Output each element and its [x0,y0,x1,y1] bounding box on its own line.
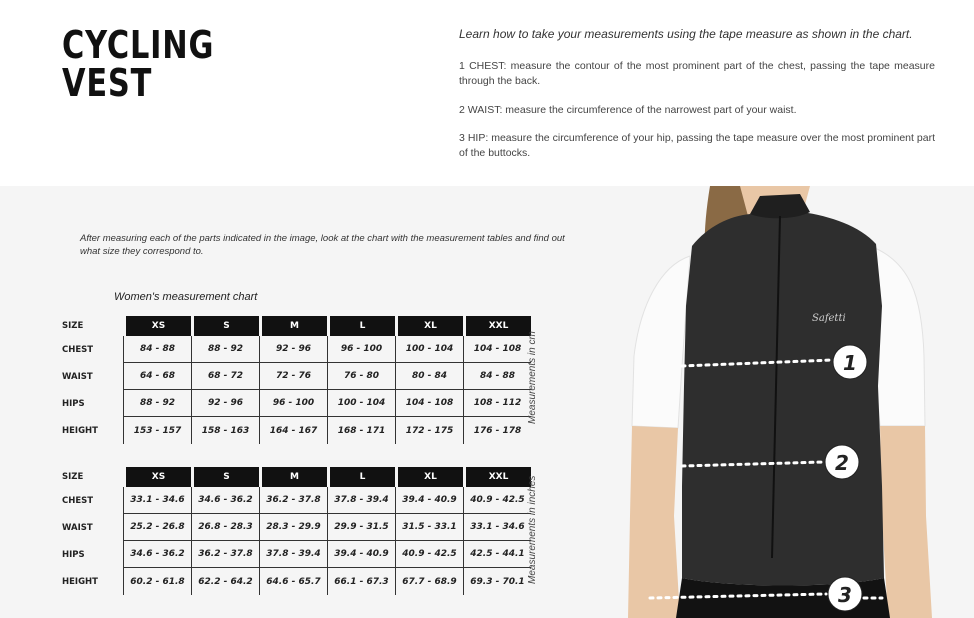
table-cell: 64 - 68 [123,363,191,390]
table-cell: 33.1 - 34.6 [463,514,531,541]
table-cell: 26.8 - 28.3 [191,514,259,541]
row-label: HIPS [62,549,85,560]
table-cell: 25.2 - 26.8 [123,514,191,541]
table-cell: 104 - 108 [463,336,531,363]
table-cell: 29.9 - 31.5 [327,514,395,541]
table-cell: 64.6 - 65.7 [259,568,327,595]
size-xs: XS [123,467,191,487]
table-cell: 84 - 88 [463,363,531,390]
step-waist: 2 WAIST: measure the circumference of the narrowest part of your waist. [459,104,797,116]
units-label-cm: Measurements in cm [527,331,538,424]
row-label: CHEST [62,495,94,506]
table-cell: 100 - 104 [395,336,463,363]
marker-1 [833,345,867,379]
table-row-waist [52,363,531,390]
units-label-inches: Measurements in inches [527,475,538,584]
vest-shape [682,212,884,586]
size-label: SIZE [62,472,84,482]
table-cell: 88 - 92 [123,390,191,417]
size-m: M [259,467,327,487]
table-cell: 168 - 171 [327,417,395,444]
table-cell: 39.4 - 40.9 [327,541,395,568]
left-arm-shape [628,426,680,618]
table-cell: 37.8 - 39.4 [259,541,327,568]
table-cell: 36.2 - 37.8 [259,487,327,514]
size-l: L [327,467,395,487]
step-hip: 3 HIP: measure the circumference of your hip, passing the tape measure over the most prominent part of the buttocks. [459,132,935,159]
table-cell: 34.6 - 36.2 [123,541,191,568]
table-cell: 69.3 - 70.1 [463,568,531,595]
table-row-hips [52,390,531,417]
table-cell: 158 - 163 [191,417,259,444]
table-cell: 84 - 88 [123,336,191,363]
row-label: WAIST [62,371,93,382]
table-row-waist [52,514,531,541]
marker-1-label: 1 [843,351,857,375]
table-cell: 42.5 - 44.1 [463,541,531,568]
size-header-row [52,467,531,487]
table-cell: 37.8 - 39.4 [327,487,395,514]
vest-model-photo [620,186,974,618]
size-xl: XL [395,467,463,487]
size-label: SIZE [62,321,84,331]
table-cell: 96 - 100 [259,390,327,417]
table-cell: 36.2 - 37.8 [191,541,259,568]
table-cell: 72 - 76 [259,363,327,390]
table-row-hips [52,541,531,568]
table-row-chest [52,336,531,363]
size-header-row [52,316,531,336]
table-cell: 34.6 - 36.2 [191,487,259,514]
chart-title: Women's measurement chart [114,291,258,303]
table-cell: 67.7 - 68.9 [395,568,463,595]
table-cell: 100 - 104 [327,390,395,417]
table-cell: 172 - 175 [395,417,463,444]
page-title [62,23,215,105]
table-cell: 108 - 112 [463,390,531,417]
right-arm-shape [880,426,932,618]
table-cell: 96 - 100 [327,336,395,363]
table-cell: 164 - 167 [259,417,327,444]
table-row-height [52,417,531,444]
brand-mark: Safetti [812,313,846,324]
step-chest: 1 CHEST: measure the contour of the most prominent part of the chest, passing the tape measure through the back. [459,60,935,87]
size-table-cm [52,316,531,444]
size-s: S [191,467,259,487]
table-cell: 92 - 96 [259,336,327,363]
table-cell: 39.4 - 40.9 [395,487,463,514]
size-xs: XS [123,316,191,336]
size-l: L [327,316,395,336]
table-cell: 33.1 - 34.6 [123,487,191,514]
table-row-height [52,568,531,595]
measurement-note: After measuring each of the parts indicated in the image, look at the chart with the measurement tables and find out what size they correspond to. [80,233,565,257]
marker-2 [825,445,859,479]
table-cell: 88 - 92 [191,336,259,363]
row-label: CHEST [62,344,94,355]
table-row-chest [52,487,531,514]
row-label: WAIST [62,522,93,533]
row-label: HEIGHT [62,576,98,587]
size-xxl: XXL [463,467,531,487]
size-xl: XL [395,316,463,336]
table-cell: 62.2 - 64.2 [191,568,259,595]
table-cell: 66.1 - 67.3 [327,568,395,595]
size-s: S [191,316,259,336]
size-xxl: XXL [463,316,531,336]
table-cell: 28.3 - 29.9 [259,514,327,541]
title-line-2: VEST [62,61,153,105]
size-table-inches [52,467,531,595]
table-cell: 153 - 157 [123,417,191,444]
table-cell: 80 - 84 [395,363,463,390]
table-cell: 104 - 108 [395,390,463,417]
table-cell: 31.5 - 33.1 [395,514,463,541]
table-cell: 92 - 96 [191,390,259,417]
table-cell: 40.9 - 42.5 [463,487,531,514]
table-cell: 76 - 80 [327,363,395,390]
size-m: M [259,316,327,336]
row-label: HIPS [62,398,85,409]
table-cell: 68 - 72 [191,363,259,390]
table-cell: 176 - 178 [463,417,531,444]
table-cell: 40.9 - 42.5 [395,541,463,568]
marker-3 [828,577,862,611]
instructions-intro: Learn how to take your measurements using the tape measure as shown in the chart. [459,27,913,41]
marker-3-label: 3 [838,583,852,607]
table-cell: 60.2 - 61.8 [123,568,191,595]
marker-2-label: 2 [835,451,849,475]
row-label: HEIGHT [62,425,98,436]
title-line-1: CYCLING [62,23,215,67]
